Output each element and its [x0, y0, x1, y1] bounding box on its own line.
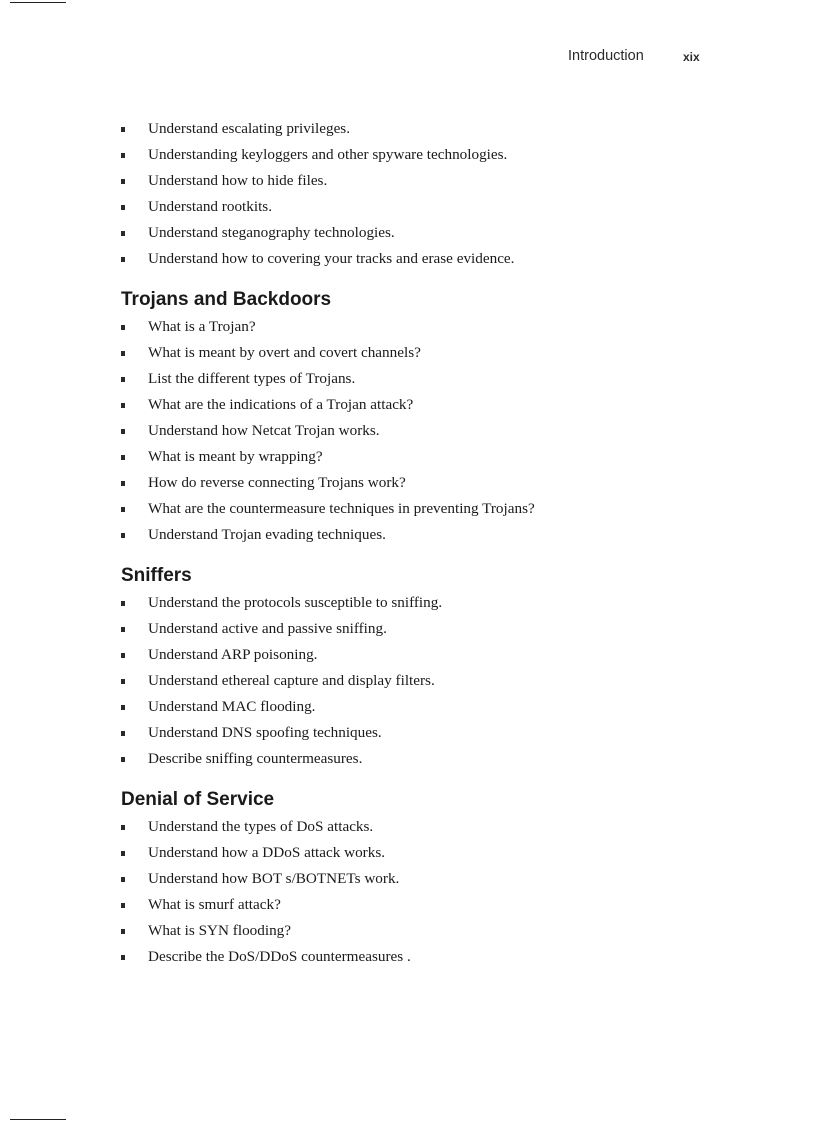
bullet-icon	[121, 205, 125, 210]
list-item	[121, 920, 721, 946]
list-item-text: Understand DNS spoofing techniques.	[148, 724, 382, 741]
list-item-text: Understand escalating privileges.	[148, 120, 351, 137]
bullet-icon	[121, 679, 125, 684]
list-item-text: Understand MAC flooding.	[148, 698, 316, 715]
trojans-bullet-list	[121, 316, 721, 550]
list-item	[121, 842, 721, 868]
bullet-icon	[121, 153, 125, 158]
list-item	[121, 394, 721, 420]
list-item	[121, 748, 721, 774]
list-item-text: Understand the protocols susceptible to sniffing.	[148, 594, 443, 611]
list-item-text: Understand how BOT s/BOTNETs work.	[148, 870, 400, 887]
list-item	[121, 644, 721, 670]
list-item-text: What is meant by overt and covert channels?	[148, 344, 421, 361]
list-item-text: Understanding keyloggers and other spyware technologies.	[148, 146, 508, 163]
bullet-icon	[121, 955, 125, 960]
list-item-text: Understand how Netcat Trojan works.	[148, 422, 380, 439]
list-item-text: What is SYN flooding?	[148, 922, 291, 939]
bullet-icon	[121, 403, 125, 408]
bullet-icon	[121, 429, 125, 434]
list-item-text: What are the indications of a Trojan attack?	[148, 396, 414, 413]
bullet-icon	[121, 257, 125, 262]
list-item-text: Describe sniffing countermeasures.	[148, 750, 363, 767]
list-item	[121, 118, 721, 144]
crop-mark-bottom-left	[10, 1119, 66, 1120]
list-item	[121, 592, 721, 618]
list-item	[121, 498, 721, 524]
list-item-text: What is a Trojan?	[148, 318, 256, 335]
bullet-icon	[121, 929, 125, 934]
list-item	[121, 170, 721, 196]
bullet-icon	[121, 179, 125, 184]
list-item-text: Understand how to covering your tracks and erase evidence.	[148, 250, 515, 267]
list-item-text: Describe the DoS/DDoS countermeasures .	[148, 948, 411, 965]
list-item	[121, 368, 721, 394]
list-item	[121, 342, 721, 368]
bullet-icon	[121, 325, 125, 330]
bullet-icon	[121, 377, 125, 382]
list-item-text: Understand how a DDoS attack works.	[148, 844, 386, 861]
list-item-text: Understand how to hide files.	[148, 172, 328, 189]
list-item	[121, 524, 721, 550]
bullet-icon	[121, 601, 125, 606]
list-item-text: How do reverse connecting Trojans work?	[148, 474, 406, 491]
bullet-icon	[121, 455, 125, 460]
page-number: xix	[683, 50, 700, 64]
list-item	[121, 696, 721, 722]
section-heading-trojans: Trojans and Backdoors	[121, 289, 332, 310]
intro-bullet-list	[121, 118, 721, 274]
list-item	[121, 670, 721, 696]
list-item-text: What is meant by wrapping?	[148, 448, 323, 465]
list-item	[121, 946, 721, 972]
list-item	[121, 894, 721, 920]
list-item	[121, 196, 721, 222]
dos-bullet-list	[121, 816, 721, 972]
list-item-text: List the different types of Trojans.	[148, 370, 356, 387]
bullet-icon	[121, 731, 125, 736]
bullet-icon	[121, 653, 125, 658]
bullet-icon	[121, 903, 125, 908]
running-title: Introduction	[568, 48, 644, 64]
section-heading-sniffers: Sniffers	[121, 565, 192, 586]
section-heading-denial-of-service: Denial of Service	[121, 789, 275, 810]
bullet-icon	[121, 481, 125, 486]
bullet-icon	[121, 877, 125, 882]
sniffers-bullet-list	[121, 592, 721, 774]
list-item	[121, 316, 721, 342]
bullet-icon	[121, 127, 125, 132]
list-item-text: Understand Trojan evading techniques.	[148, 526, 386, 543]
list-item	[121, 618, 721, 644]
list-item-text: Understand ethereal capture and display filters.	[148, 672, 435, 689]
list-item-text: Understand ARP poisoning.	[148, 646, 318, 663]
list-item	[121, 868, 721, 894]
list-item-text: What is smurf attack?	[148, 896, 281, 913]
list-item	[121, 446, 721, 472]
list-item-text: Understand the types of DoS attacks.	[148, 818, 374, 835]
bullet-icon	[121, 351, 125, 356]
list-item-text: What are the countermeasure techniques in preventing Trojans?	[148, 500, 535, 517]
bullet-icon	[121, 533, 125, 538]
list-item	[121, 420, 721, 446]
bullet-icon	[121, 705, 125, 710]
list-item-text: Understand steganography technologies.	[148, 224, 395, 241]
page-content	[121, 118, 721, 972]
list-item	[121, 472, 721, 498]
list-item	[121, 248, 721, 274]
list-item-text: Understand rootkits.	[148, 198, 273, 215]
list-item	[121, 722, 721, 748]
crop-mark-top-left	[10, 2, 66, 3]
list-item	[121, 816, 721, 842]
list-item	[121, 222, 721, 248]
bullet-icon	[121, 627, 125, 632]
list-item	[121, 144, 721, 170]
bullet-icon	[121, 757, 125, 762]
bullet-icon	[121, 231, 125, 236]
bullet-icon	[121, 507, 125, 512]
bullet-icon	[121, 851, 125, 856]
list-item-text: Understand active and passive sniffing.	[148, 620, 387, 637]
bullet-icon	[121, 825, 125, 830]
